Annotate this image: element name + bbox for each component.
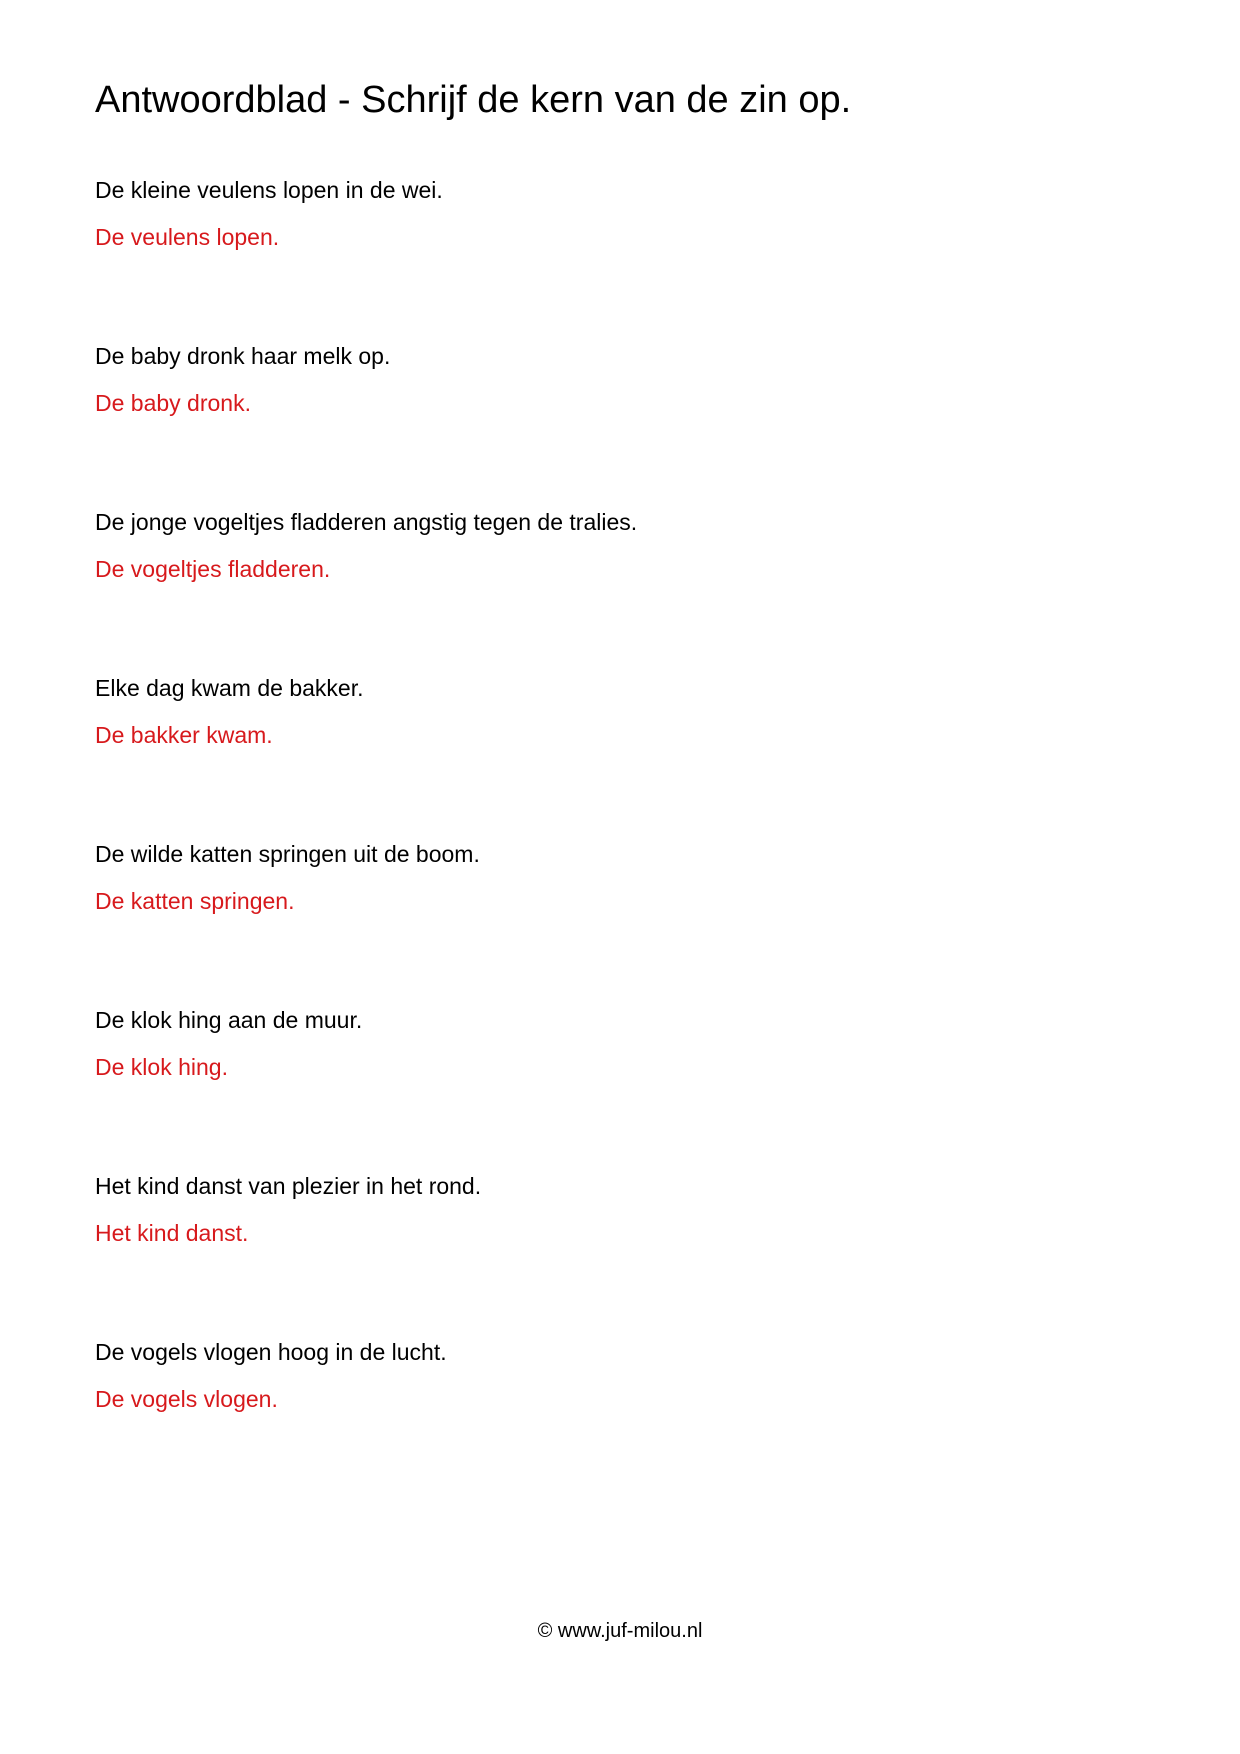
exercise-item-8 <box>95 1337 1145 1503</box>
exercise-item-4 <box>95 673 1145 839</box>
sentence: Het kind danst van plezier in het rond. <box>95 1173 482 1199</box>
page-title: Antwoordblad - Schrijf de kern van de zin op. <box>95 79 852 121</box>
answer: De katten springen. <box>95 888 295 914</box>
sentence: De kleine veulens lopen in de wei. <box>95 177 443 203</box>
answer: De vogeltjes fladderen. <box>95 556 331 582</box>
exercise-item-3 <box>95 507 1145 673</box>
answer: De klok hing. <box>95 1054 228 1080</box>
exercise-item-7 <box>95 1171 1145 1337</box>
answer: Het kind danst. <box>95 1220 249 1246</box>
answer: De bakker kwam. <box>95 722 273 748</box>
exercise-item-5 <box>95 839 1145 1005</box>
sentence: Elke dag kwam de bakker. <box>95 675 364 701</box>
answer-list <box>95 175 1145 1503</box>
sentence: De klok hing aan de muur. <box>95 1007 363 1033</box>
sentence: De jonge vogeltjes fladderen angstig tegen de tralies. <box>95 509 638 535</box>
exercise-item-6 <box>95 1005 1145 1171</box>
answer: De veulens lopen. <box>95 224 280 250</box>
sentence: De vogels vlogen hoog in de lucht. <box>95 1339 447 1365</box>
exercise-item-1 <box>95 175 1145 341</box>
copyright-footer: © www.juf-milou.nl <box>537 1620 703 1642</box>
answer: De baby dronk. <box>95 390 251 416</box>
sentence: De wilde katten springen uit de boom. <box>95 841 480 867</box>
exercise-item-2 <box>95 341 1145 507</box>
answer: De vogels vlogen. <box>95 1386 278 1412</box>
sentence: De baby dronk haar melk op. <box>95 343 391 369</box>
